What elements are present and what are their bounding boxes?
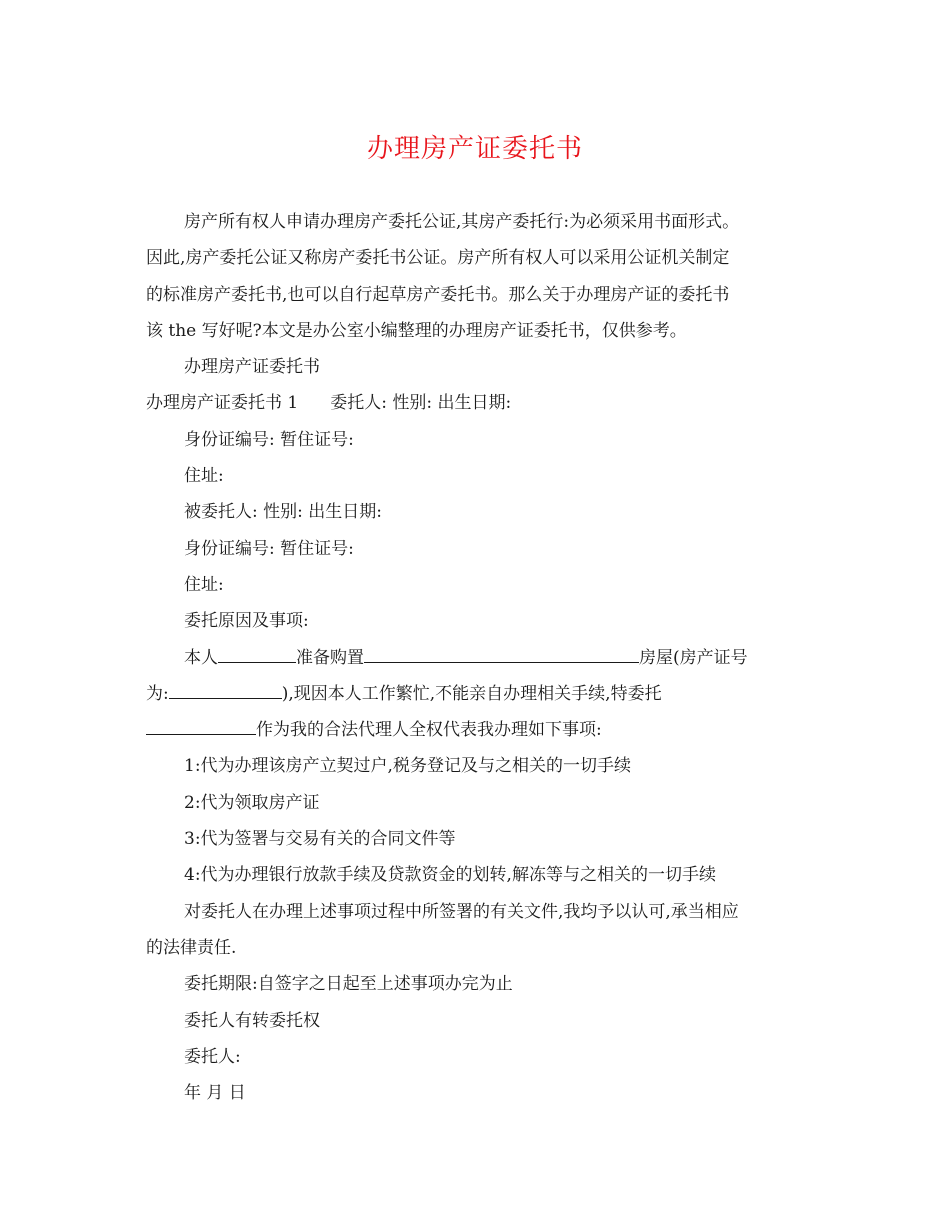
responsibility-line-2: 的法律责任. bbox=[146, 937, 237, 958]
fill-blank-property bbox=[364, 640, 639, 663]
intro-line-3: 的标准房产委托书,也可以自行起草房产委托书。那么关于办理房产证的委托书 bbox=[146, 284, 730, 305]
fill-blank-name bbox=[218, 640, 296, 663]
sub-delegation: 委托人有转委托权 bbox=[184, 1010, 320, 1031]
fill-blank-agent bbox=[146, 712, 256, 735]
agent-id: 身份证编号: 暂住证号: bbox=[184, 538, 354, 559]
intro-line-2: 因此,房产委托公证又称房产委托书公证。房产所有权人可以采用公证机关制定 bbox=[146, 248, 730, 269]
document-body bbox=[146, 204, 806, 1111]
reason-label: 委托原因及事项: bbox=[184, 611, 309, 632]
agent-line: 被委托人: 性别: 出生日期: bbox=[184, 502, 382, 523]
fill-blank-certificate bbox=[169, 676, 282, 699]
intro-line-1: 房产所有权人申请办理房产委托公证,其房产委托行:为必须采用书面形式。 bbox=[184, 212, 740, 232]
statement-line-1 bbox=[146, 640, 806, 676]
statement-line-2 bbox=[146, 676, 806, 712]
signature-label: 委托人: bbox=[184, 1046, 241, 1067]
statement-part4: 为: bbox=[146, 683, 169, 704]
subheading: 办理房产证委托书 bbox=[184, 357, 320, 378]
principal-address: 住址: bbox=[184, 466, 224, 487]
statement-part1: 本人 bbox=[184, 647, 218, 668]
item-3: 3:代为签署与交易有关的合同文件等 bbox=[184, 829, 456, 850]
document-title: 办理房产证委托书 bbox=[366, 134, 583, 164]
section1-row bbox=[146, 385, 806, 421]
statement-part2: 准备购置 bbox=[296, 647, 364, 668]
statement-line-3 bbox=[146, 712, 806, 748]
responsibility-line-1: 对委托人在办理上述事项过程中所签署的有关文件,我均予以认可,承当相应 bbox=[184, 901, 739, 922]
date-label: 年 月 日 bbox=[184, 1083, 246, 1104]
item-4: 4:代为办理银行放款手续及贷款资金的划转,解冻等与之相关的一切手续 bbox=[184, 865, 716, 886]
section1-label: 办理房产证委托书 1 bbox=[146, 393, 299, 414]
principal-line: 委托人: 性别: 出生日期: bbox=[330, 393, 512, 414]
item-1: 1:代为办理该房产立契过户,税务登记及与之相关的一切手续 bbox=[184, 756, 631, 777]
intro-line-4: 该 the 写好呢?本文是办公室小编整理的办理房产证委托书，仅供参考。 bbox=[146, 320, 687, 341]
item-2: 2:代为领取房产证 bbox=[184, 792, 320, 813]
principal-id: 身份证编号: 暂住证号: bbox=[184, 429, 354, 450]
statement-part3: 房屋(房产证号 bbox=[639, 647, 748, 668]
agent-address: 住址: bbox=[184, 574, 224, 595]
period: 委托期限:自签字之日起至上述事项办完为止 bbox=[184, 974, 513, 995]
statement-part6: 作为我的合法代理人全权代表我办理如下事项: bbox=[256, 720, 602, 741]
statement-part5: ),现因本人工作繁忙,不能亲自办理相关手续,特委托 bbox=[281, 683, 662, 704]
